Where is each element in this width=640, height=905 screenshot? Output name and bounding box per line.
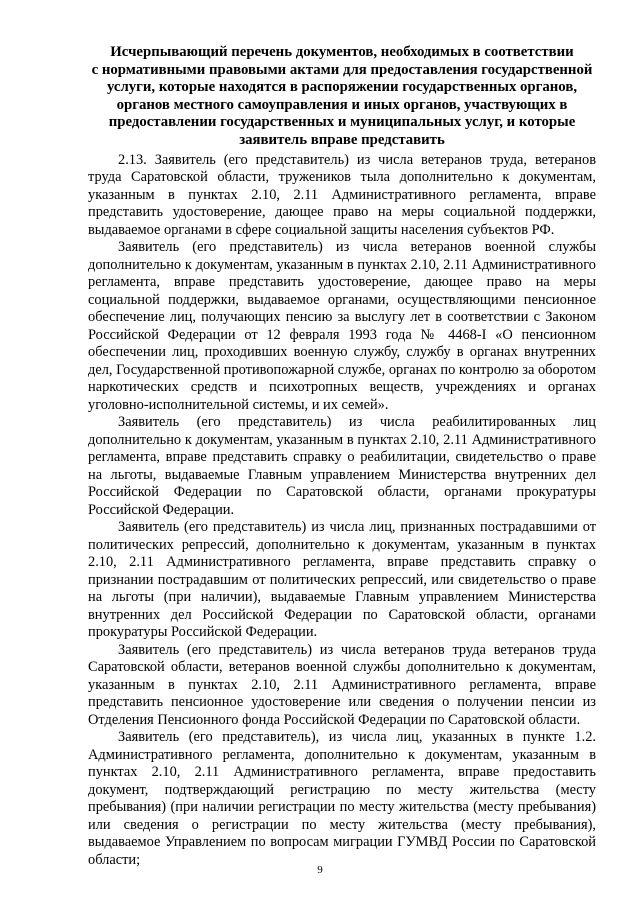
paragraph-military-veterans: Заявитель (его представитель) из числа ветеранов военной службы дополнительно к документам, указанным в пунктах 2.10, 2.11 Административного регламента, вправе представить удостоверение, дающее право на меры социальной поддержки, выдаваемое органами, осуществляющими пенсионное обеспечение лиц, получающих пенсию за выслугу лет в соответствии с Законом Российской Федерации от 12 февраля 1993 года № 4468-I «О пенсионном обеспечении лиц, проходивших военную службу, службу в органах внутренних дел, Государственной противопожарной службе, органах по контролю за оборотом наркотических средств и психотропных веществ, учреждениях и органах уголовно-исполнительной системы, и их семей».	[88, 239, 596, 413]
paragraph-registration: Заявитель (его представитель), из числа лиц, указанных в пункте 1.2. Административного регламента, дополнительно к документам, указанным в пунктах 2.10, 2.11 Административного регламента, вправе предоставить документ, подтверждающий регистрацию по месту жительства (месту пребывания) (при наличии регистрации по месту жительства (месту пребывания) или сведения о регистрации по месту жительства (месту пребывания), выдаваемое Управлением по вопросам миграции ГУМВД России по Саратовской области;	[88, 729, 596, 868]
heading-line: заявитель вправе представить	[239, 131, 445, 148]
heading-line: предоставлении государственных и муниципальных услуг, и которые	[108, 114, 576, 131]
document-heading	[88, 44, 596, 150]
paragraph-rehabilitated: Заявитель (его представитель) из числа реабилитированных лиц дополнительно к документам, указанным в пунктах 2.10, 2.11 Административного регламента, вправе представить справку о реабилитации, свидетельство о праве на льготы, выдаваемые Главным управлением Министерства внутренних дел Российской Федерации по Саратовской области, органами прокуратуры Российской Федерации.	[88, 414, 596, 518]
document-body	[88, 152, 596, 870]
heading-line: с нормативными правовыми актами для предоставления государственной	[91, 61, 593, 78]
document-page	[88, 44, 596, 869]
paragraph-repression-victims: Заявитель (его представитель) из числа лиц, признанных пострадавшими от политических репрессий, дополнительно к документам, указанным в пунктах 2.10, 2.11 Административного регламента, вправе представить справку о признании пострадавшим от политических репрессий, или свидетельство о праве на льготы (при наличии), выдаваемые Главным управлением Министерства внутренних дел Российской Федерации по Саратовской области, органами прокуратуры Российской Федерации.	[88, 519, 596, 641]
page-number: 9	[317, 864, 323, 876]
heading-line: органов местного самоуправления и иных органов, участвующих в	[116, 96, 568, 113]
paragraph-2-13: 2.13. Заявитель (его представитель) из числа ветеранов труда, ветеранов труда Саратовской области, тружеников тыла дополнительно к документам, указанным в пунктах 2.10, 2.11 Административного регламента, вправе представить удостоверение, дающее право на меры социальной поддержки, выдаваемое органами в сфере социальной защиты населения субъектов РФ.	[88, 151, 596, 238]
heading-line: услуги, которые находятся в распоряжении государственных органов,	[106, 79, 578, 96]
heading-line: Исчерпывающий перечень документов, необходимых в соответствии	[110, 44, 574, 60]
paragraph-pension-certificate: Заявитель (его представитель) из числа ветеранов труда ветеранов труда Саратовской области, ветеранов военной службы дополнительно к документам, указанным в пунктах 2.10, 2.11 Административного регламента, вправе представить пенсионное удостоверение или сведения о получении пенсии из Отделения Пенсионного фонда Российской Федерации по Саратовской области.	[88, 641, 596, 728]
